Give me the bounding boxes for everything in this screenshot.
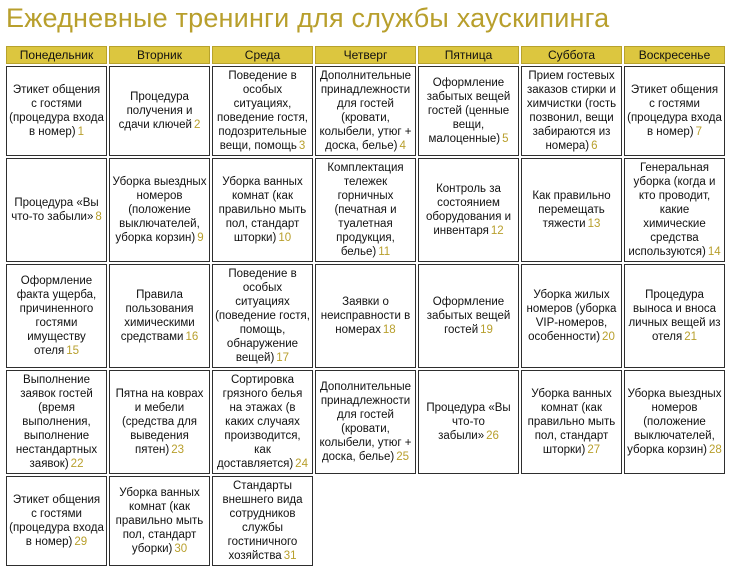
day-number: 6 [591, 140, 598, 152]
training-topic: Процедура выноса и вноса личных вещей из отеля [628, 289, 721, 343]
day-number: 24 [295, 458, 308, 470]
day-number: 3 [298, 140, 306, 152]
training-cell [315, 370, 416, 474]
training-cell [521, 370, 622, 474]
training-cell [212, 158, 313, 262]
day-number: 14 [707, 246, 721, 258]
empty-cell [624, 476, 725, 566]
training-topic: Уборка ванных комнат (как правильно мыть пол, стандарт уборки) [115, 487, 204, 555]
training-topic: Уборка ванных комнат (как правильно мыть пол, стандарт шторки) [218, 176, 307, 244]
training-topic: Оформление забытых вещей гостей (ценные вещи, малоценные) [426, 77, 511, 145]
empty-cell [521, 476, 622, 566]
training-topic: Комплектация тележек горничных (печатная и туалетная продукция, белье) [327, 162, 404, 258]
training-cell [212, 264, 313, 368]
training-cell [109, 370, 210, 474]
day-number: 2 [193, 119, 201, 131]
day-number: 27 [587, 444, 601, 456]
week-row [6, 158, 725, 262]
training-cell [418, 158, 519, 262]
empty-cell [418, 476, 519, 566]
training-topic: Контроль за состоянием оборудования и инвентаря [425, 183, 512, 237]
weekday-header-row [6, 46, 725, 64]
day-number: 31 [283, 550, 297, 562]
training-topic: Пятна на коврах и мебели (средства для выведения пятен) [115, 388, 204, 456]
training-topic: Уборка жилых номеров (уборка VIP-номеров, особенности) [526, 289, 617, 343]
training-topic: Правила пользования химическими средствами [120, 289, 195, 343]
day-number: 16 [185, 331, 199, 343]
day-number: 15 [66, 345, 80, 357]
training-cell [6, 370, 107, 474]
training-cell [6, 476, 107, 566]
training-topic: Оформление забытых вещей гостей [426, 296, 511, 336]
day-number: 29 [74, 536, 88, 548]
weekday-header: Среда [212, 46, 313, 64]
day-number: 1 [77, 126, 84, 138]
page-title: Ежедневные тренинги для службы хаускипинга [6, 3, 610, 33]
training-cell [624, 158, 725, 262]
training-topic: Уборка выездных номеров (положение выключателей, уборка корзин) [112, 176, 207, 244]
training-topic: Этикет общения с гостями (процедура входа в номер) [9, 494, 104, 548]
training-topic: Процедура получения и сдачи ключей [118, 91, 193, 131]
day-number: 22 [70, 458, 84, 470]
training-topic: Генеральная уборка (когда и кто проводит, какие химические средства используются) [628, 162, 716, 258]
weekday-header: Вторник [109, 46, 210, 64]
empty-cell [315, 476, 416, 566]
training-topic: Заявки о неисправности в номерах [320, 296, 411, 336]
training-topic: Выполнение заявок гостей (время выполнения, выполнение нестандартных заявок) [15, 374, 98, 470]
training-topic: Этикет общения с гостями (процедура входа в номер) [627, 84, 722, 138]
day-number: 26 [486, 430, 499, 442]
weekday-header: Четверг [315, 46, 416, 64]
training-cell [6, 66, 107, 156]
training-topic: Поведение в особых ситуациях (поведение гостя, помощь, обнаружение вещей) [215, 268, 310, 364]
training-cell [418, 66, 519, 156]
day-number: 10 [278, 232, 292, 244]
training-cell [315, 66, 416, 156]
training-cell [6, 158, 107, 262]
training-cell [109, 264, 210, 368]
day-number: 18 [382, 324, 396, 336]
weekday-header: Понедельник [6, 46, 107, 64]
training-topic: Этикет общения с гостями (процедура входа в номер) [9, 84, 104, 138]
training-topic: Поведение в особых ситуациях, поведение гостя, подозрительные вещи, помощь [217, 70, 308, 152]
week-row [6, 370, 725, 474]
training-cell [109, 66, 210, 156]
day-number: 13 [587, 218, 601, 230]
training-topic: Сортировка грязного белья на этажах (в каких случаях производится, как доставляется) [217, 374, 303, 470]
training-cell [418, 370, 519, 474]
day-number: 30 [174, 543, 188, 555]
training-topic: Прием гостевых заказов стирки и химчистки (гость позвонил, вещи забираются из номера) [526, 70, 617, 152]
training-cell [6, 264, 107, 368]
day-number: 4 [399, 140, 406, 152]
weekday-header: Пятница [418, 46, 519, 64]
training-topic: Дополнительные принадлежности для гостей (кровати, колыбели, утюг + доска, белье) [319, 70, 412, 152]
training-topic: Стандарты внешнего вида сотрудников службы гостиничного хозяйства [222, 480, 303, 562]
training-cell [624, 66, 725, 156]
week-row [6, 264, 725, 368]
training-cell [521, 158, 622, 262]
weekday-header: Суббота [521, 46, 622, 64]
day-number: 21 [684, 331, 698, 343]
training-cell [624, 370, 725, 474]
day-number: 19 [480, 324, 493, 336]
training-topic: Процедура «Вы что-то забыли» [11, 197, 99, 223]
day-number: 20 [602, 331, 615, 343]
training-topic: Процедура «Вы что-то забыли» [426, 402, 511, 442]
training-cell [315, 158, 416, 262]
training-topic: Уборка ванных комнат (как правильно мыть пол, стандарт шторки) [527, 388, 616, 456]
day-number: 25 [396, 451, 410, 463]
training-cell [624, 264, 725, 368]
training-cell [315, 264, 416, 368]
training-topic: Как правильно перемещать тяжести [532, 190, 611, 230]
training-topic: Дополнительные принадлежности для гостей (кровати, колыбели, утюг + доска, белье) [319, 381, 412, 463]
training-schedule-table [4, 44, 727, 568]
day-number: 17 [276, 352, 290, 364]
training-cell [521, 66, 622, 156]
training-cell [109, 158, 210, 262]
day-number: 11 [378, 246, 391, 258]
day-number: 28 [709, 444, 722, 456]
day-number: 12 [490, 225, 504, 237]
week-row [6, 66, 725, 156]
training-cell [109, 476, 210, 566]
training-cell [212, 370, 313, 474]
day-number: 7 [695, 126, 702, 138]
day-number: 5 [502, 133, 509, 145]
training-cell [521, 264, 622, 368]
weekday-header: Воскресенье [624, 46, 725, 64]
training-cell [212, 66, 313, 156]
day-number: 23 [171, 444, 184, 456]
week-row [6, 476, 725, 566]
training-cell [212, 476, 313, 566]
day-number: 8 [95, 211, 102, 223]
training-cell [418, 264, 519, 368]
training-topic: Оформление факта ущерба, причиненного гостями имуществу отеля [16, 275, 97, 357]
day-number: 9 [197, 232, 204, 244]
training-topic: Уборка выездных номеров (положение выключателей, уборка корзин) [627, 388, 722, 456]
